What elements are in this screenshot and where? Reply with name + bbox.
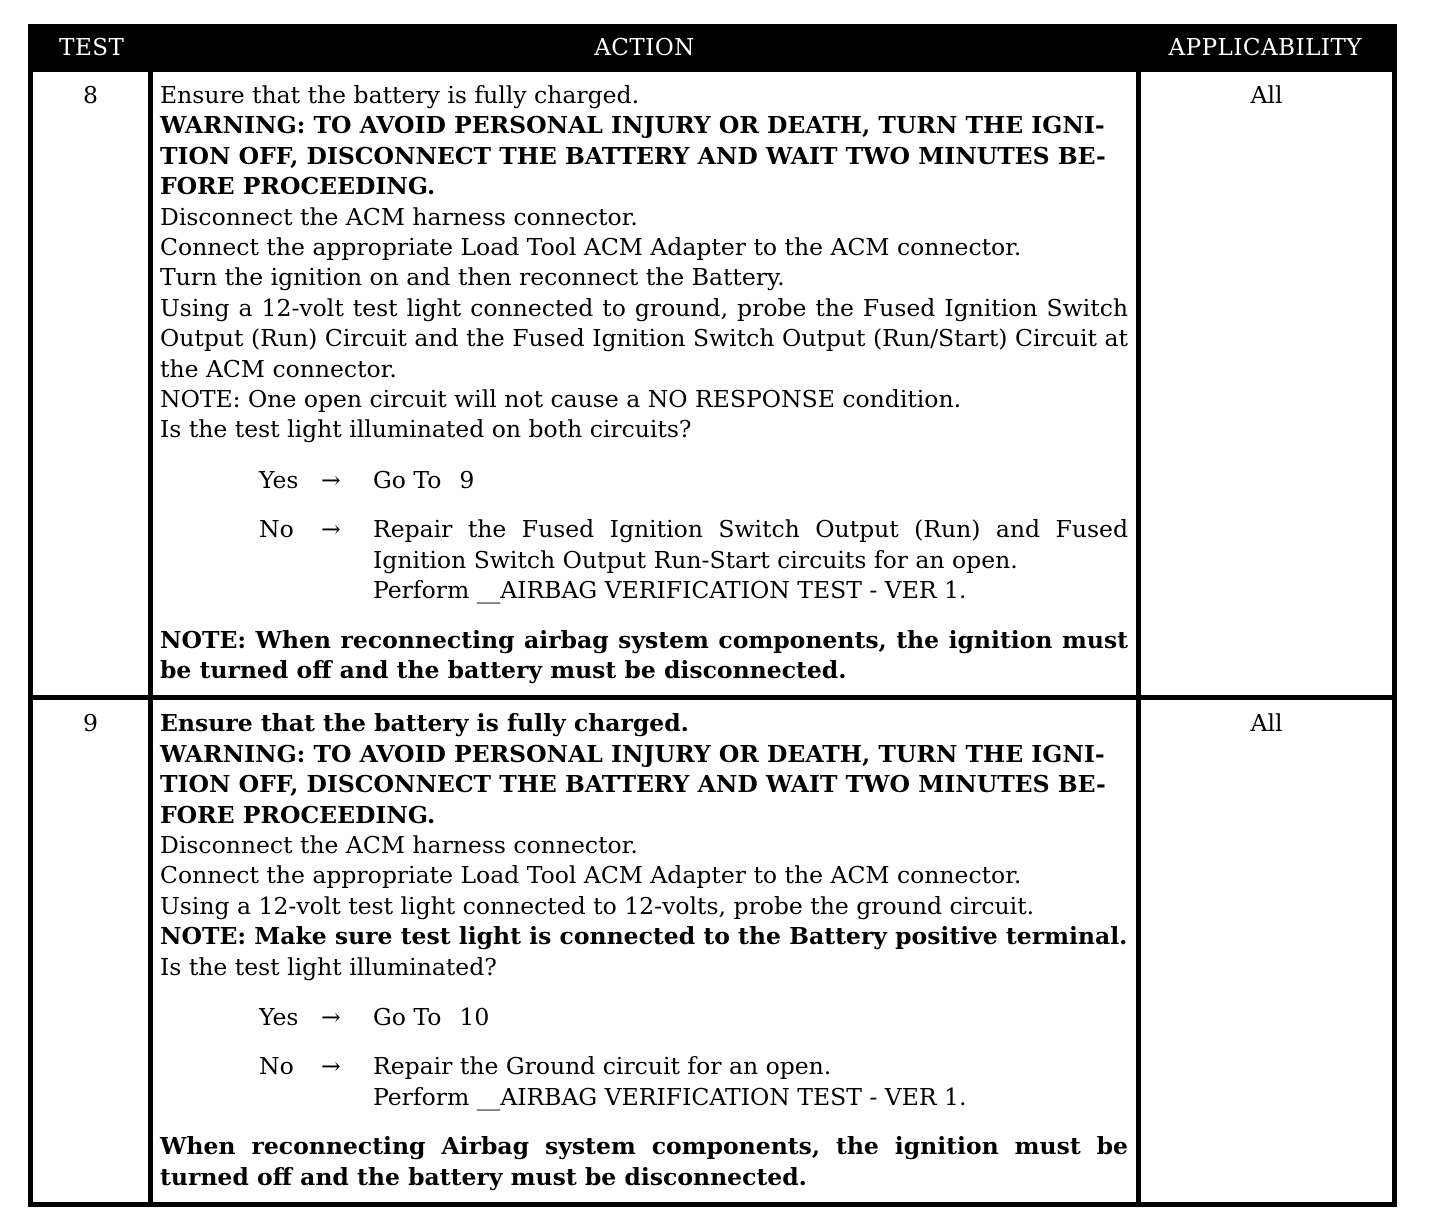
footer-note: NOTE: When reconnecting airbag system components, the ignition must be turned off and the battery must be disconnected. bbox=[160, 625, 1128, 684]
action-line: Connect the appropriate Load Tool ACM Adapter to the ACM connector. bbox=[160, 233, 1022, 262]
action-line: Connect the appropriate Load Tool ACM Adapter to the ACM connector. bbox=[160, 861, 1022, 890]
arrow-right-icon: → bbox=[321, 465, 341, 494]
warning-line: WARNING: TO AVOID PERSONAL INJURY OR DEATH, TURN THE IGNI- bbox=[160, 739, 1105, 768]
goto-label: Go To bbox=[373, 465, 442, 494]
no-action-line: Repair the Fused Ignition Switch Output (Run) and Fused Ignition Switch Output Run-Start circuits for an open. bbox=[373, 515, 1128, 574]
test-row bbox=[31, 698, 1395, 1205]
test-row bbox=[31, 70, 1395, 698]
warning-line: WARNING: TO AVOID PERSONAL INJURY OR DEATH, TURN THE IGNI- bbox=[160, 111, 1105, 140]
action-line: Ensure that the battery is fully charged. bbox=[160, 81, 640, 109]
yes-action bbox=[373, 1002, 1128, 1032]
outcomes bbox=[160, 1002, 1128, 1112]
yes-label: Yes bbox=[259, 1002, 299, 1031]
warning-line: FORE PROCEEDING. bbox=[160, 172, 436, 201]
action-line: Ensure that the battery is fully charged. bbox=[160, 709, 689, 738]
action-line: Disconnect the ACM harness connector. bbox=[160, 830, 638, 859]
action-line: Turn the ignition on and then reconnect the Battery. bbox=[160, 263, 785, 292]
diagnostic-test-table bbox=[28, 24, 1397, 1207]
arrow-right-icon: → bbox=[321, 1052, 341, 1081]
goto-target: 10 bbox=[459, 1002, 490, 1031]
no-outcome bbox=[160, 514, 1128, 605]
no-outcome bbox=[160, 1051, 1128, 1112]
footer-note: When reconnecting Airbag system components, the ignition must be turned off and the battery must be disconnected. bbox=[160, 1132, 1128, 1191]
no-action-line: Perform __AIRBAG VERIFICATION TEST - VER 1. bbox=[373, 576, 967, 605]
action-line: Disconnect the ACM harness connector. bbox=[160, 202, 638, 231]
header-action: ACTION bbox=[151, 27, 1139, 70]
yes-label: Yes bbox=[259, 465, 299, 494]
question-line: Is the test light illuminated? bbox=[160, 952, 497, 981]
yes-action bbox=[373, 465, 1128, 495]
no-action bbox=[373, 514, 1128, 605]
action-line: Using a 12-volt test light connected to ground, probe the Fused Ignition Switch Output (Run) Circuit and the Fused Ignition Switch Output (Run/Start) Circuit at the ACM connector. bbox=[160, 293, 1128, 383]
yes-outcome bbox=[160, 465, 1128, 495]
no-label: No bbox=[259, 515, 294, 544]
applicability-value: All bbox=[1139, 70, 1395, 698]
goto-label: Go To bbox=[373, 1002, 442, 1031]
warning-line: TION OFF, DISCONNECT THE BATTERY AND WAIT TWO MINUTES BE- bbox=[160, 770, 1106, 799]
arrow-right-icon: → bbox=[321, 1002, 341, 1031]
note-line: NOTE: One open circuit will not cause a NO RESPONSE condition. bbox=[160, 385, 962, 414]
action-cell bbox=[151, 698, 1139, 1205]
goto-target: 9 bbox=[459, 465, 475, 494]
warning-line: TION OFF, DISCONNECT THE BATTERY AND WAIT TWO MINUTES BE- bbox=[160, 141, 1106, 170]
no-action bbox=[373, 1051, 1128, 1112]
warning-line: FORE PROCEEDING. bbox=[160, 800, 436, 829]
yes-outcome bbox=[160, 1002, 1128, 1032]
no-action-line: Perform __AIRBAG VERIFICATION TEST - VER 1. bbox=[373, 1082, 967, 1111]
test-number: 8 bbox=[31, 70, 151, 698]
action-line: Using a 12-volt test light connected to 12-volts, probe the ground circuit. bbox=[160, 891, 1035, 920]
header-applicability: APPLICABILITY bbox=[1139, 27, 1395, 70]
no-label: No bbox=[259, 1052, 294, 1081]
header-test: TEST bbox=[31, 27, 151, 70]
applicability-value: All bbox=[1139, 698, 1395, 1205]
test-number: 9 bbox=[31, 698, 151, 1205]
header-row bbox=[31, 27, 1395, 70]
arrow-right-icon: → bbox=[321, 515, 341, 544]
outcomes bbox=[160, 465, 1128, 606]
note-line: NOTE: Make sure test light is connected to the Battery positive terminal. bbox=[160, 922, 1128, 951]
question-line: Is the test light illuminated on both circuits? bbox=[160, 415, 692, 444]
no-action-line: Repair the Ground circuit for an open. bbox=[373, 1052, 832, 1081]
action-cell bbox=[151, 70, 1139, 698]
